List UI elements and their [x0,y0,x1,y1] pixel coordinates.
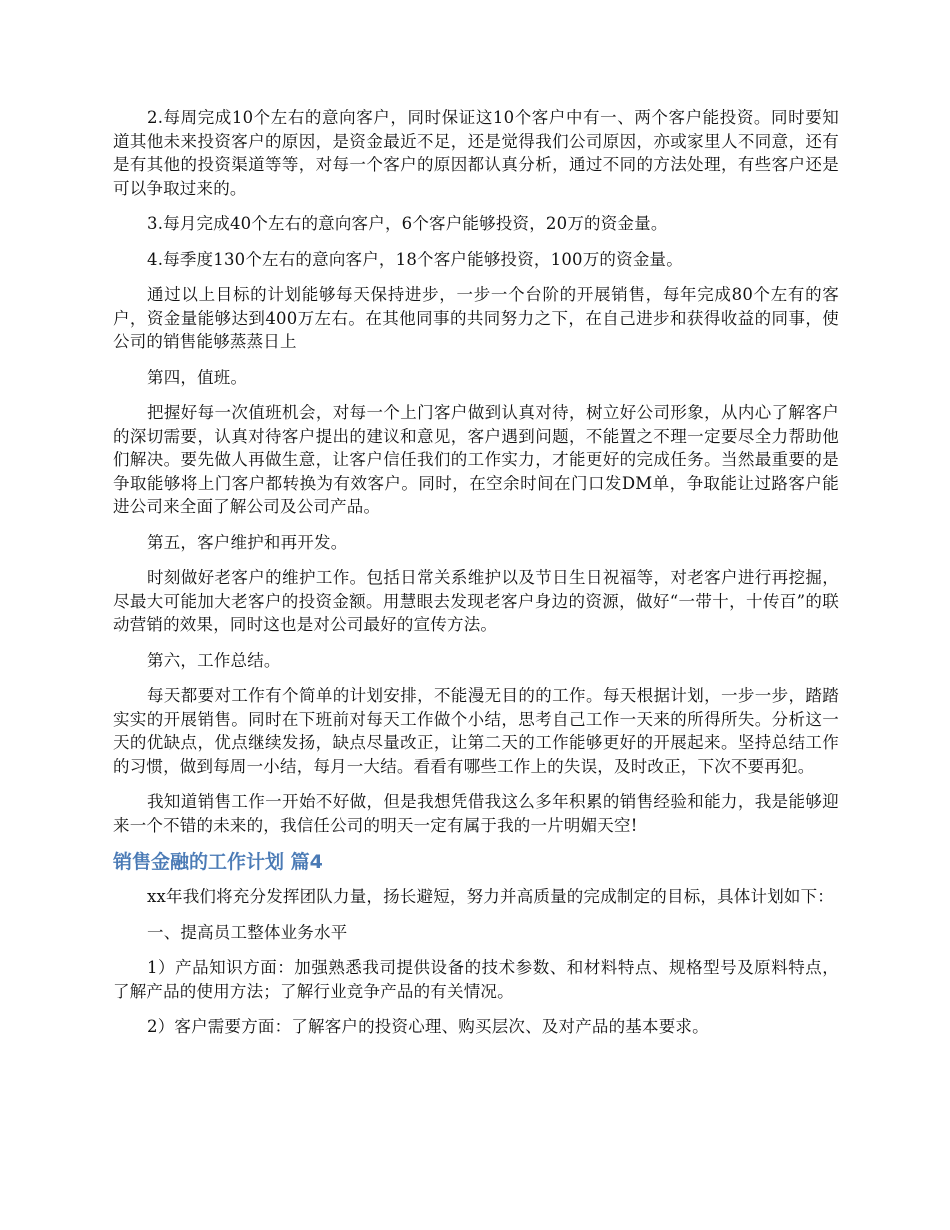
paragraph-duty: 把握好每一次值班机会，对每一个上门客户做到认真对待，树立好公司形象，从内心了解客户的深切需要，认真对待客户提出的建议和意见，客户遇到问题，不能置之不理一定要尽全力帮助他们解决。要先做人再做生意，让客户信任我们的工作实力，才能更好的完成任务。当然最重要的是争取能够将上门客户都转换为有效客户。同时，在空余时间在门口发DM单，争取能让过路客户能进公司来全面了解公司及公司产品。 [113,403,839,516]
paragraph-customer-needs: 2）客户需要方面：了解客户的投资心理、购买层次、及对产品的基本要求。 [147,1017,709,1036]
paragraph-work-summary: 每天都要对工作有个简单的计划安排，不能漫无目的的工作。每天根据计划，一步一步，踏踏实实的开展销售。同时在下班前对每天工作做个小结，思考自己工作一天来的所得所失。分析这一天的优缺点，优点继续发扬，缺点尽量改正，让第二天的工作能够更好的开展起来。坚持总结工作的习惯，做到每周一小结，每月一大结。看看有哪些工作上的失误，及时改正，下次不要再犯。 [113,686,839,776]
paragraph-intro: xx年我们将充分发挥团队力量，扬长避短，努力并高质量的完成制定的目标，具体计划如下： [147,887,835,906]
paragraph-section-four-title: 第四，值班。 [147,367,248,387]
document-page [113,106,839,1051]
paragraph-closing: 我知道销售工作一开始不好做，但是我想凭借我这么多年积累的销售经验和能力，我是能够迎来一个不错的未来的，我信任公司的明天一定有属于我的一片明媚天空! [113,792,839,835]
paragraph-product-knowledge: 1）产品知识方面：加强熟悉我司提供设备的技术参数、和材料特点、规格型号及原料特点，了解产品的使用方法；了解行业竞争产品的有关情况。 [113,958,839,1001]
paragraph-item-one-title: 一、提高员工整体业务水平 [147,922,348,942]
section-heading: 销售金融的工作计划 篇4 [113,851,323,873]
paragraph-goal-monthly: 3.每月完成40个左右的意向客户，6个客户能够投资，20万的资金量。 [147,214,668,233]
paragraph-customer-maintenance: 时刻做好老客户的维护工作。包括日常关系维护以及节日生日祝福等，对老客户进行再挖掘，尽最大可能加大老客户的投资金额。用慧眼去发现老客户身边的资源，做好“一带十，十传百”的联动营销的效果，同时这也是对公司最好的宣传方法。 [113,568,839,634]
paragraph-section-six-title: 第六，工作总结。 [147,650,281,670]
paragraph-goal-summary: 通过以上目标的计划能够每天保持进步，一步一个台阶的开展销售，每年完成80个左有的客户，资金量能够达到400万左右。在其他同事的共同努力之下，在自己进步和获得收益的同事，使公司的销售能够蒸蒸日上 [113,285,839,351]
paragraph-goal-quarterly: 4.每季度130个左右的意向客户，18个客户能够投资，100万的资金量。 [147,249,683,269]
paragraph-goal-weekly: 2.每周完成10个左右的意向客户，同时保证这10个客户中有一、两个客户能投资。同时要知道其他未来投资客户的原因，是资金最近不足，还是觉得我们公司原因，亦或家里人不同意，还有是有其他的投资渠道等等，对每一个客户的原因都认真分析，通过不同的方法处理，有些客户还是可以争取过来的。 [113,108,839,198]
paragraph-section-five-title: 第五，客户维护和再开发。 [147,532,348,552]
